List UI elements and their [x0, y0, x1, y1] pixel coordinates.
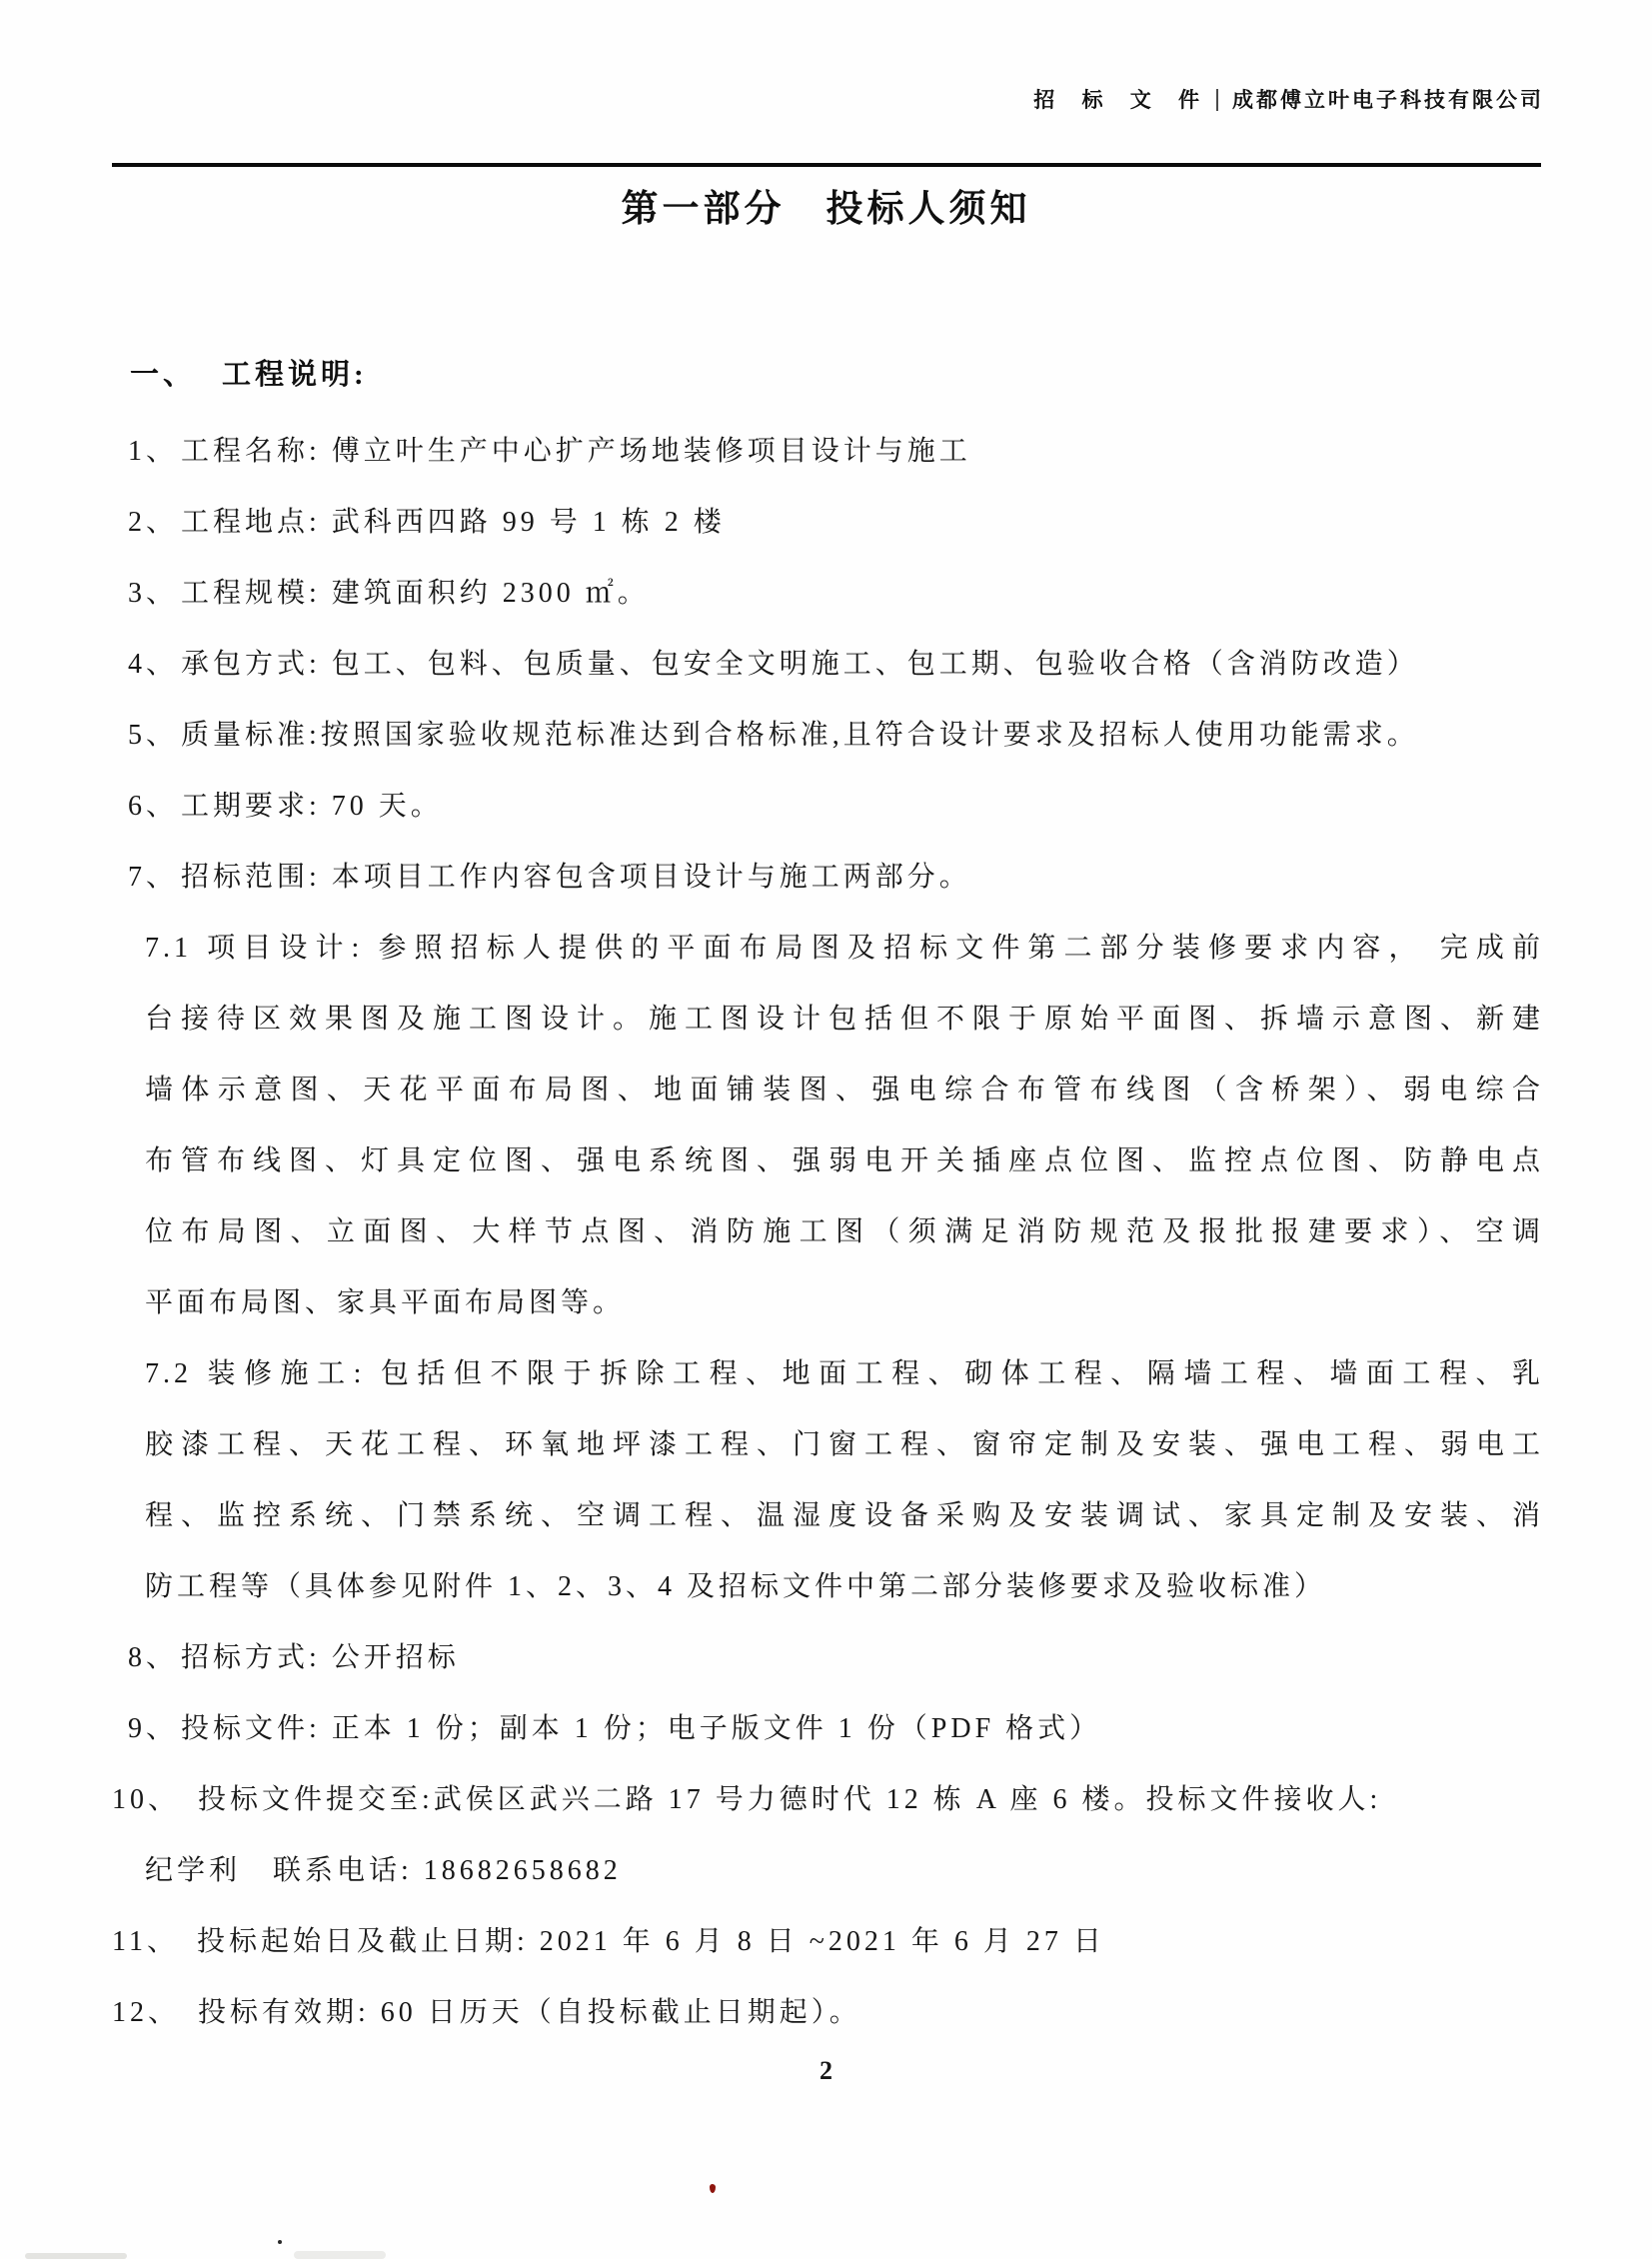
paragraph-line: 7.1 项目设计: 参照招标人提供的平面布局图及招标文件第二部分装修要求内容， 完成前	[145, 933, 1544, 964]
page-header	[1033, 84, 1544, 114]
item-text: 质量标准:按照国家验收规范标准达到合格标准,且符合设计要求及招标人使用功能需求。	[181, 720, 1419, 751]
list-item-4	[110, 629, 1544, 700]
paragraph-7-1	[110, 913, 1544, 1338]
item-number: 5、	[128, 720, 179, 751]
item-number: 11、	[112, 1926, 179, 1957]
list-item-3	[110, 558, 1544, 629]
item-number: 4、	[128, 649, 179, 680]
list-item-10-continuation: 纪学利 联系电话: 18682658682	[145, 1855, 622, 1886]
list-item-7	[110, 842, 1544, 913]
paragraph-line: 7.2 装修施工: 包括但不限于拆除工程、地面工程、砌体工程、隔墙工程、墙面工程、乳	[145, 1358, 1544, 1389]
section-number: 一、	[130, 359, 197, 391]
item-text: 工程规模: 建筑面积约 2300 ㎡。	[181, 578, 650, 609]
header-doc-type: 招 标 文 件	[1033, 88, 1210, 112]
item-number: 2、	[128, 507, 179, 538]
scan-smudge	[294, 2251, 386, 2259]
item-text: 工期要求: 70 天。	[181, 791, 443, 822]
list-item-6	[110, 771, 1544, 842]
paragraph-line: 胶漆工程、天花工程、环氧地坪漆工程、门窗工程、窗帘定制及安装、强电工程、弱电工	[145, 1429, 1544, 1460]
document-body	[110, 416, 1544, 2048]
list-item-5	[110, 700, 1544, 771]
list-item-10	[110, 1764, 1544, 1835]
item-number: 10、	[112, 1784, 181, 1815]
item-number: 9、	[128, 1713, 179, 1744]
paragraph-7-2	[110, 1338, 1544, 1622]
list-item-1	[110, 416, 1544, 487]
list-item-2	[110, 487, 1544, 558]
paragraph-line: 台接待区效果图及施工图设计。施工图设计包括但不限于原始平面图、拆墙示意图、新建	[145, 1004, 1544, 1035]
header-divider-rule	[112, 163, 1541, 167]
paragraph-line: 墙体示意图、天花平面布局图、地面铺装图、强电综合布管布线图（含桥架）、弱电综合	[145, 1075, 1544, 1106]
item-text: 招标范围: 本项目工作内容包含项目设计与施工两部分。	[181, 862, 971, 893]
item-text: 招标方式: 公开招标	[181, 1642, 460, 1673]
item-number: 7、	[128, 862, 179, 893]
paragraph-line: 程、监控系统、门禁系统、空调工程、温湿度设备采购及安装调试、家具定制及安装、消	[145, 1500, 1544, 1531]
item-text: 投标有效期: 60 日历天（自投标截止日期起）。	[198, 1997, 861, 2028]
item-number: 8、	[128, 1642, 179, 1673]
header-separator-line	[1216, 89, 1218, 111]
section-label: 工程说明:	[222, 359, 368, 391]
page-number: 2	[820, 2056, 832, 2085]
list-item-8	[110, 1622, 1544, 1693]
list-item-12	[110, 1977, 1544, 2048]
item-text: 投标起始日及截止日期: 2021 年 6 月 8 日 ~2021 年 6 月 27 日	[196, 1926, 1105, 1957]
scan-smudge	[25, 2253, 127, 2259]
item-number: 3、	[128, 578, 179, 609]
item-text: 承包方式: 包工、包料、包质量、包安全文明施工、包工期、包验收合格（含消防改造）	[181, 649, 1419, 680]
list-item-11	[110, 1906, 1544, 1977]
scan-speck	[278, 2240, 282, 2244]
page-title: 第一部分 投标人须知	[621, 189, 1031, 230]
item-text: 投标文件提交至:武侯区武兴二路 17 号力德时代 12 栋 A 座 6 楼。投标文件接收人:	[198, 1784, 1382, 1815]
item-text: 工程地点: 武科西四路 99 号 1 栋 2 楼	[181, 507, 726, 538]
red-ink-dot	[710, 2184, 716, 2193]
paragraph-line: 平面布局图、家具平面布局图等。	[145, 1287, 626, 1318]
list-item-9	[110, 1693, 1544, 1764]
section-heading	[130, 352, 368, 393]
paragraph-line: 位布局图、立面图、大样节点图、消防施工图（须满足消防规范及报批报建要求）、空调	[145, 1216, 1544, 1247]
item-number: 1、	[128, 436, 179, 467]
paragraph-line: 防工程等（具体参见附件 1、2、3、4 及招标文件中第二部分装修要求及验收标准）	[145, 1571, 1327, 1602]
header-company-name: 成都傅立叶电子科技有限公司	[1232, 88, 1544, 112]
item-number: 6、	[128, 791, 179, 822]
item-text: 投标文件: 正本 1 份；副本 1 份；电子版文件 1 份（PDF 格式）	[181, 1713, 1102, 1744]
paragraph-line: 布管布线图、灯具定位图、强电系统图、强弱电开关插座点位图、监控点位图、防静电点	[145, 1145, 1544, 1176]
item-text: 工程名称: 傅立叶生产中心扩产场地装修项目设计与施工	[181, 436, 971, 467]
item-number: 12、	[112, 1997, 181, 2028]
